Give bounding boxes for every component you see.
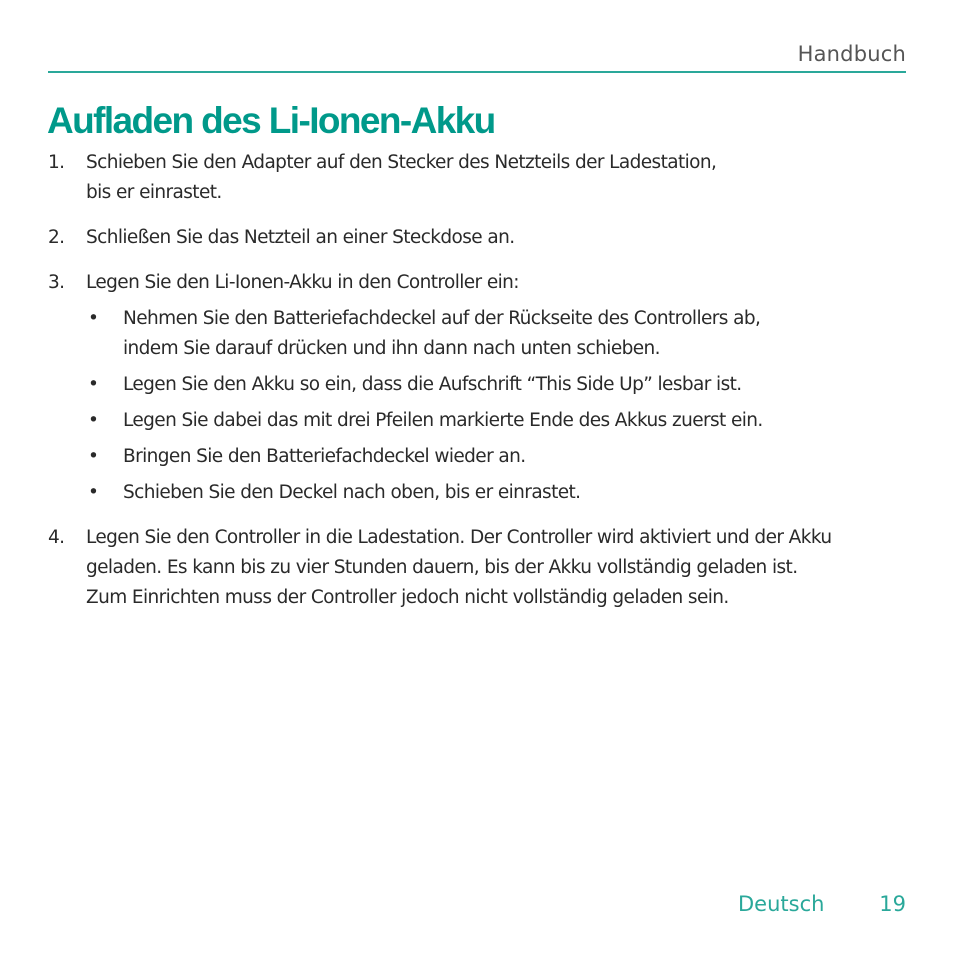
sub-step xyxy=(86,406,918,436)
page-title: Aufladen des Li-Ionen-Akku xyxy=(47,100,495,141)
step-text-line: Legen Sie den Li-Ionen-Akku in den Controller ein: xyxy=(86,272,519,293)
step-3 xyxy=(48,268,918,508)
page-number: 19 xyxy=(879,892,906,916)
step-text-line: Zum Einrichten muss der Controller jedoch nicht vollständig geladen sein. xyxy=(86,587,729,608)
step-number: 3. xyxy=(48,272,65,293)
header-divider xyxy=(48,71,906,73)
sub-step xyxy=(86,442,918,472)
sub-step-text-line: Nehmen Sie den Batteriefachdeckel auf der Rückseite des Controllers ab, xyxy=(123,308,761,329)
sub-step-text-line: Legen Sie dabei das mit drei Pfeilen markierte Ende des Akkus zuerst ein. xyxy=(123,410,763,431)
sub-steps-list xyxy=(86,304,918,508)
step-2 xyxy=(48,223,918,253)
step-number: 4. xyxy=(48,527,65,548)
header-label: Handbuch xyxy=(797,42,906,66)
step-number: 1. xyxy=(48,152,65,173)
sub-step-text-line: indem Sie darauf drücken und ihn dann nach unten schieben. xyxy=(123,338,660,359)
bullet-icon: • xyxy=(88,308,99,329)
steps-list xyxy=(48,148,918,628)
sub-step-text-line: Legen Sie den Akku so ein, dass die Aufschrift “This Side Up” lesbar ist. xyxy=(123,374,742,395)
sub-step-text-line: Bringen Sie den Batteriefachdeckel wieder an. xyxy=(123,446,526,467)
bullet-icon: • xyxy=(88,446,99,467)
step-number: 2. xyxy=(48,227,65,248)
step-text-line: Schieben Sie den Adapter auf den Stecker des Netzteils der Ladestation, xyxy=(86,152,717,173)
step-4 xyxy=(48,523,918,613)
step-text-line: bis er einrastet. xyxy=(86,182,222,203)
bullet-icon: • xyxy=(88,374,99,395)
bullet-icon: • xyxy=(88,482,99,503)
footer-language: Deutsch xyxy=(738,892,825,916)
sub-step-text-line: Schieben Sie den Deckel nach oben, bis er einrastet. xyxy=(123,482,581,503)
sub-step xyxy=(86,478,918,508)
step-1 xyxy=(48,148,918,208)
step-text-line: geladen. Es kann bis zu vier Stunden dauern, bis der Akku vollständig geladen ist. xyxy=(86,557,798,578)
sub-step xyxy=(86,304,918,364)
bullet-icon: • xyxy=(88,410,99,431)
sub-step xyxy=(86,370,918,400)
step-text-line: Legen Sie den Controller in die Ladestation. Der Controller wird aktiviert und der Akku xyxy=(86,527,832,548)
step-text-line: Schließen Sie das Netzteil an einer Steckdose an. xyxy=(86,227,515,248)
